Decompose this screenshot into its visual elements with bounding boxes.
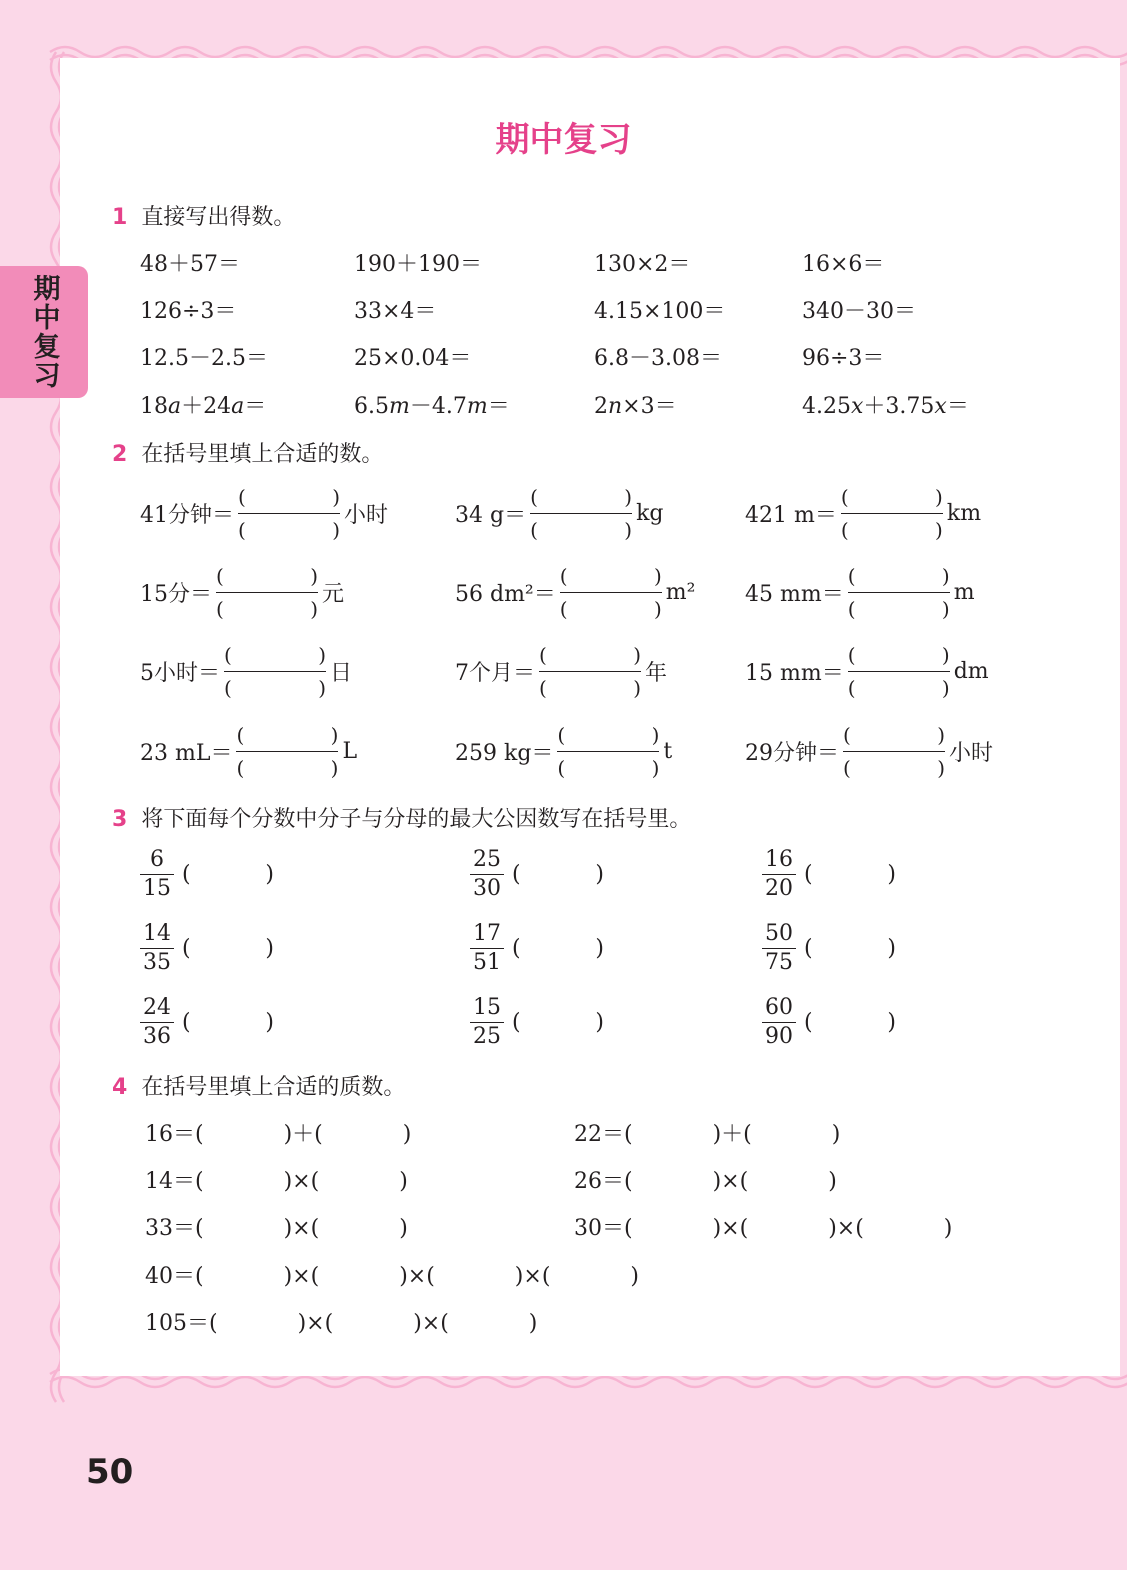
calc-item: 6.8－3.08＝ (594, 346, 722, 371)
section-tab (0, 266, 88, 398)
answer-blank[interactable]: ( ) (512, 861, 604, 887)
question-2-heading: 2 在括号里填上合适的数。 (112, 442, 384, 467)
fraction-blank[interactable]: ( ) ( ) (847, 642, 950, 700)
calc-item: 190＋190＝ (354, 252, 482, 277)
conversion-item: 5小时＝ ( ) ( ) 日 (140, 642, 353, 700)
calc-item: 130×2＝ (594, 252, 691, 277)
gcd-item (470, 842, 604, 906)
fraction: $\frac{17}{51}$ (470, 920, 504, 977)
page-title: 期中复习 (495, 120, 632, 160)
fraction-blank[interactable]: ( ) ( ) (559, 563, 662, 621)
prime-item: 16＝( )＋( ) (145, 1122, 412, 1147)
calc-item: 2n×3＝ (594, 394, 677, 419)
answer-blank[interactable]: ( ) (804, 935, 896, 961)
gcd-item (470, 990, 604, 1054)
gcd-item (762, 842, 896, 906)
fraction: $\frac{14}{35}$ (140, 920, 174, 977)
page-number: 50 (86, 1452, 134, 1492)
prime-item: 33＝( )×( ) (145, 1216, 408, 1241)
fraction-blank[interactable]: ( ) ( ) (840, 484, 943, 542)
answer-blank[interactable]: ( ) (182, 861, 274, 887)
prime-item: 30＝( )×( )×( ) (574, 1216, 953, 1241)
gcd-item (762, 916, 896, 980)
calc-item: 33×4＝ (354, 299, 437, 324)
fraction-blank[interactable]: ( ) ( ) (557, 722, 660, 780)
question-1-heading: 1 直接写出得数。 (112, 205, 296, 230)
fraction-blank[interactable]: ( ) ( ) (238, 484, 340, 542)
conversion-item: 45 mm＝ ( ) ( ) m (745, 563, 975, 621)
answer-blank[interactable]: ( ) (804, 861, 896, 887)
calc-item: 4.25x＋3.75x＝ (802, 394, 969, 419)
gcd-item (140, 916, 274, 980)
fraction-blank[interactable]: ( ) ( ) (847, 563, 950, 621)
prime-item: 14＝( )×( ) (145, 1169, 408, 1194)
gcd-item (470, 916, 604, 980)
calc-item: 18a＋24a＝ (140, 394, 267, 419)
conversion-item: 259 kg＝ ( ) ( ) t (455, 722, 673, 780)
question-3-heading: 3 将下面每个分数中分子与分母的最大公因数写在括号里。 (112, 807, 692, 832)
fraction: $\frac{25}{30}$ (470, 846, 504, 903)
answer-blank[interactable]: ( ) (512, 935, 604, 961)
fraction: $\frac{50}{75}$ (762, 920, 796, 977)
fraction: $\frac{16}{20}$ (762, 846, 796, 903)
calc-item: 126÷3＝ (140, 299, 237, 324)
calc-item: 12.5－2.5＝ (140, 346, 268, 371)
prime-item: 40＝( )×( )×( )×( ) (145, 1264, 639, 1289)
fraction: $\frac{24}{36}$ (140, 994, 174, 1051)
conversion-item: 421 m＝ ( ) ( ) km (745, 484, 982, 542)
conversion-item: 15分＝ ( ) ( ) 元 (140, 563, 345, 621)
section-tab-label: 期中复习 (28, 274, 60, 390)
prime-item: 105＝( )×( )×( ) (145, 1311, 538, 1336)
answer-blank[interactable]: ( ) (512, 1009, 604, 1035)
prime-item: 26＝( )×( ) (574, 1169, 837, 1194)
conversion-item: 29分钟＝ ( ) ( ) 小时 (745, 722, 994, 780)
prime-item: 22＝( )＋( ) (574, 1122, 841, 1147)
conversion-item: 7个月＝ ( ) ( ) 年 (455, 642, 668, 700)
fraction-blank[interactable]: ( ) ( ) (843, 722, 945, 780)
conversion-item: 41分钟＝ ( ) ( ) 小时 (140, 484, 389, 542)
gcd-item (140, 842, 274, 906)
calc-item: 4.15×100＝ (594, 299, 726, 324)
answer-blank[interactable]: ( ) (182, 935, 274, 961)
gcd-item (140, 990, 274, 1054)
calc-item: 48＋57＝ (140, 252, 240, 277)
calc-item: 16×6＝ (802, 252, 885, 277)
fraction-blank[interactable]: ( ) ( ) (539, 642, 641, 700)
question-4-heading: 4 在括号里填上合适的质数。 (112, 1075, 406, 1100)
fraction-blank[interactable]: ( ) ( ) (236, 722, 339, 780)
calc-item: 6.5m－4.7m＝ (354, 394, 510, 419)
conversion-item: 23 mL＝ ( ) ( ) L (140, 722, 358, 780)
conversion-item: 56 dm²＝ ( ) ( ) m² (455, 563, 696, 621)
answer-blank[interactable]: ( ) (182, 1009, 274, 1035)
calc-item: 340－30＝ (802, 299, 916, 324)
conversion-item: 34 g＝ ( ) ( ) kg (455, 484, 664, 542)
fraction-blank[interactable]: ( ) ( ) (216, 563, 318, 621)
fraction-blank[interactable]: ( ) ( ) (530, 484, 633, 542)
answer-blank[interactable]: ( ) (804, 1009, 896, 1035)
gcd-item (762, 990, 896, 1054)
conversion-item: 15 mm＝ ( ) ( ) dm (745, 642, 989, 700)
fraction: $\frac{60}{90}$ (762, 994, 796, 1051)
calc-item: 25×0.04＝ (354, 346, 472, 371)
calc-item: 96÷3＝ (802, 346, 885, 371)
fraction: $\frac{15}{25}$ (470, 994, 504, 1051)
fraction-blank[interactable]: ( ) ( ) (224, 642, 326, 700)
fraction: $\frac{6}{15}$ (140, 846, 174, 903)
